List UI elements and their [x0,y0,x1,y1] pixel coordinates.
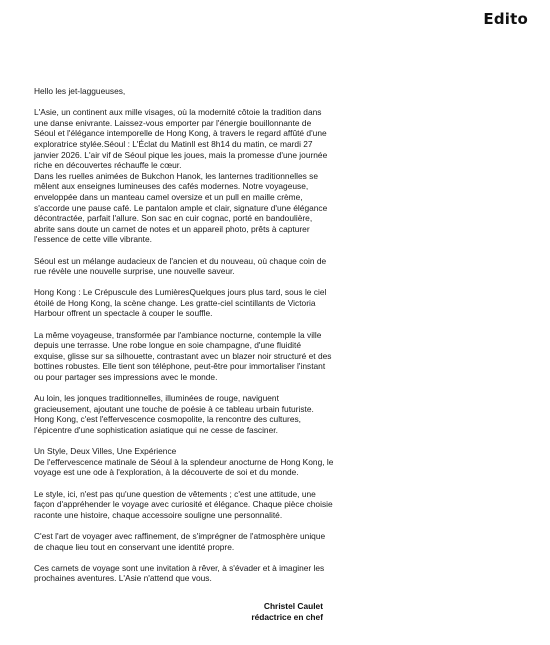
signature-role: rédactrice en chef [251,611,323,622]
signature-name: Christel Caulet [263,601,323,611]
paragraph-night: La même voyageuse, transformée par l'ambiance nocturne, contemple la ville depuis une terrasse. Une robe longue en soie champagne, d'une fluidité exquise, glisse sur sa silhouette, contrastant avec un blazer noir structuré et des bottines robustes. Elle tient son téléphone, peut-être pour immortaliser l'instant ou pour partager ses impressions avec le monde. [34,329,332,383]
paragraph-attitude: Le style, ici, n'est pas qu'une question de vêtements ; c'est une attitude, une façon d'appréhender le voyage avec curiosité et élégance. Chaque pièce choisie raconte une histoire, chaque accessoire souligne une personnalité. [34,488,333,520]
paragraph-art: C'est l'art de voyager avec raffinement, de s'imprégner de l'atmosphère unique de chaque lieu tout en conservant une identité propre. [34,530,326,552]
signature [251,601,323,622]
paragraph-intro: L'Asie, un continent aux mille visages, où la modernité côtoie la tradition dans une danse enivrante. Laissez-vous emporter par l'énergie bouillonnante de Séoul et l'élégance intemporelle de Hong Kong, à travers le regard affûté d'une exploratrice stylée.Séoul : L'Éclat du Matinll est 8h14 du matin, ce mardi 27 janvier 2026. L'air vif de Séoul pique les joues, mais la promesse d'une journée riche en découvertes réchauffe le cœur. Dans les ruelles animées de Bukchon Hanok, les lanternes traditionnelles se mêlent aux enseignes lumineuses des cafés modernes. Notre voyageuse, enveloppée dans un manteau camel oversize et un pull en maille crème, s'accorde une pause café. Le pantalon ample et clair, signature d'une élégance décontractée, parfait l'allure. Son sac en cuir cognac, porté en bandoulière, abrite sans doute un carnet de notes et un appareil photo, prêts à capturer l'essence de cette ville vibrante. [34,107,328,245]
greeting: Hello les jet-laggueuses, [34,86,126,96]
page-title: Edito [483,10,528,28]
paragraph-hong-kong: Hong Kong : Le Crépuscule des LumièresQuelques jours plus tard, sous le ciel étoilé de Hong Kong, la scène change. Les gratte-ciel scintillants de Victoria Harbour offrent un spectacle à couper le souffle. [34,287,327,319]
paragraph-jonques: Au loin, les jonques traditionnelles, illuminées de rouge, naviguent gracieusement, ajoutant une touche de poésie à ce tableau urbain futuriste. Hong Kong, c'est l'effervescence cosmopolite, la rencontre des cultures, l'épicentre d'une sophistication asiatique qui ne cesse de fasciner. [34,393,314,435]
paragraph-seoul: Séoul est un mélange audacieux de l'ancien et du nouveau, où chaque coin de rue révèle une nouvelle surprise, une nouvelle saveur. [34,255,327,277]
paragraph-style-title: Un Style, Deux Villes, Une Expérience De l'effervescence matinale de Séoul à la splendeur anocturne de Hong Kong, le voyage est une ode à l'exploration, à la découverte de soi et du monde. [34,446,334,478]
paragraph-closing: Ces carnets de voyage sont une invitation à rêver, à s'évader et à imaginer les prochaines aventures. L'Asie n'attend que vous. [34,562,325,584]
editorial-article [34,86,334,595]
